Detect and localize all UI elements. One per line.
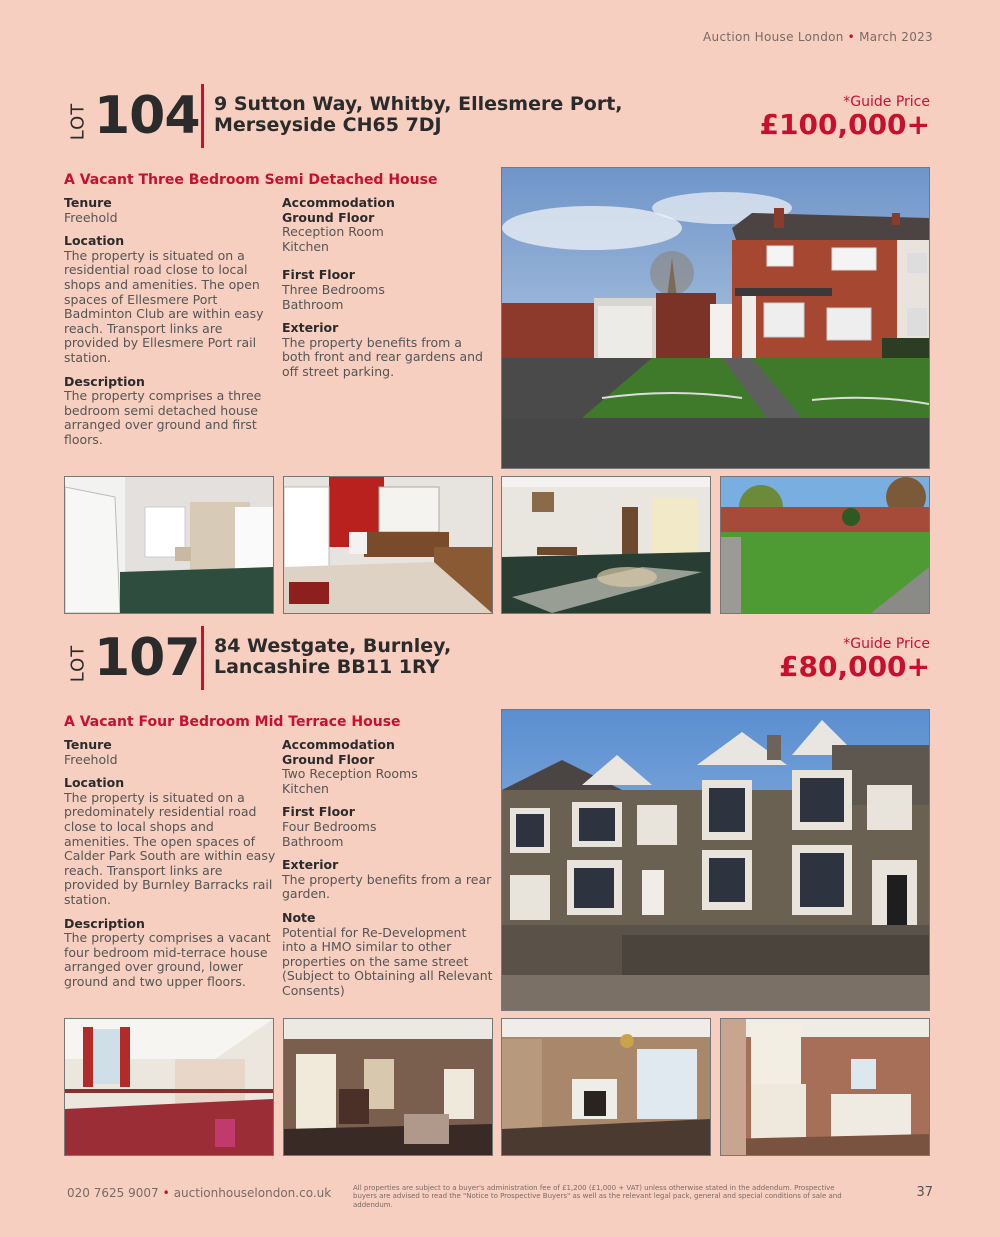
property-photo-strip bbox=[64, 1018, 930, 1156]
ground-floor-item: Kitchen bbox=[282, 780, 329, 796]
description-section bbox=[64, 375, 276, 448]
property-photo-thumbnail[interactable] bbox=[720, 476, 930, 614]
first-floor-heading: First Floor bbox=[282, 267, 355, 283]
lot-address bbox=[214, 94, 623, 136]
tenure-heading: Tenure bbox=[64, 737, 112, 752]
page-number: 37 bbox=[916, 1185, 933, 1200]
location-section bbox=[64, 234, 276, 365]
first-floor-item: Bathroom bbox=[282, 296, 344, 312]
reception-room-photo bbox=[284, 1019, 492, 1155]
lot-header bbox=[64, 628, 930, 698]
masthead-separator: • bbox=[847, 30, 856, 44]
location-heading: Location bbox=[64, 233, 125, 249]
website-link[interactable]: auctionhouselondon.co.uk bbox=[173, 1186, 332, 1200]
tenure-heading: Tenure bbox=[64, 195, 112, 210]
description-text: The property comprises a vacant four bedroom mid-terrace house arranged over ground, lower ground and two upper floors. bbox=[64, 930, 271, 989]
lot-address bbox=[214, 636, 451, 678]
footer-disclaimer: All properties are subject to a buyer's administration fee of £1,200 (£1,000 + VAT) unless otherwise stated in the addendum. Prospective buyers are advised to read the "Notice to Prospective Buyers" as well as the relevant legal pack, general and special conditions of sale and addendum. bbox=[353, 1184, 842, 1209]
location-text: The property is situated on a predominately residential road close to local shops and amenities. The open spaces of Calder Park South are within easy reach. Transport links are provided by Burnley Barracks rail station. bbox=[64, 789, 276, 907]
description-section bbox=[64, 917, 276, 990]
kitchen-photo bbox=[284, 477, 492, 613]
exterior-text: The property benefits from a rear garden. bbox=[282, 871, 492, 902]
accommodation-heading: Accommodation bbox=[282, 737, 395, 752]
ground-floor-heading: Ground Floor bbox=[282, 751, 375, 767]
note-text: Potential for Re-Development into a HMO similar to other properties on the same street (Subject to Obtaining all Relevant Consents) bbox=[282, 924, 493, 998]
guide-price-block bbox=[779, 636, 930, 682]
property-photo-thumbnail[interactable] bbox=[283, 476, 493, 614]
location-section bbox=[64, 776, 276, 907]
description-text: The property comprises a three bedroom semi detached house arranged over ground and first floors. bbox=[64, 388, 262, 447]
first-floor-section bbox=[282, 805, 494, 849]
property-photo-strip bbox=[64, 476, 930, 614]
address-line-2: Merseyside CH65 7DJ bbox=[214, 114, 442, 136]
guide-price-label: *Guide Price bbox=[843, 94, 930, 110]
guide-price: £80,000+ bbox=[779, 650, 930, 683]
bedroom-photo bbox=[65, 1019, 273, 1155]
lot-header bbox=[64, 86, 930, 156]
house-exterior-photo bbox=[502, 168, 929, 468]
ground-floor-section bbox=[282, 753, 494, 797]
first-floor-item: Four Bedrooms bbox=[282, 818, 377, 834]
lot-104 bbox=[64, 86, 930, 447]
exterior-section bbox=[282, 321, 494, 379]
ground-floor-item: Two Reception Rooms bbox=[282, 766, 418, 782]
location-heading: Location bbox=[64, 775, 125, 791]
masthead bbox=[703, 30, 933, 44]
tenure-section bbox=[64, 738, 276, 767]
first-floor-item: Bathroom bbox=[282, 833, 344, 849]
ground-floor-heading: Ground Floor bbox=[282, 209, 375, 225]
tenure-value: Freehold bbox=[64, 751, 118, 767]
ground-floor-item: Reception Room bbox=[282, 224, 384, 240]
lot-divider bbox=[201, 84, 204, 148]
tenure-section bbox=[64, 196, 276, 225]
lot-label: LOT bbox=[67, 644, 89, 682]
property-photo-thumbnail[interactable] bbox=[720, 1018, 930, 1156]
note-section bbox=[282, 911, 494, 999]
guide-price-block bbox=[760, 94, 930, 140]
exterior-section bbox=[282, 858, 494, 902]
tenure-value: Freehold bbox=[64, 209, 118, 225]
guide-price: £100,000+ bbox=[759, 108, 930, 141]
rear-garden-photo bbox=[721, 477, 929, 613]
phone-number[interactable]: 020 7625 9007 bbox=[67, 1186, 159, 1200]
property-photo-thumbnail[interactable] bbox=[64, 476, 274, 614]
address-line-1: 9 Sutton Way, Whitby, Ellesmere Port, bbox=[214, 93, 623, 115]
ground-floor-item: Kitchen bbox=[282, 238, 329, 254]
lounge-photo bbox=[502, 1019, 710, 1155]
first-floor-heading: First Floor bbox=[282, 804, 355, 820]
details-left-column bbox=[64, 196, 276, 457]
property-main-photo[interactable] bbox=[501, 709, 930, 1011]
lot-number: 107 bbox=[94, 628, 200, 688]
lot-divider bbox=[201, 626, 204, 690]
details-left-column bbox=[64, 738, 276, 999]
kitchen-photo bbox=[721, 1019, 929, 1155]
details-accommodation-column bbox=[282, 738, 494, 1008]
address-line-2: Lancashire BB11 1RY bbox=[214, 656, 440, 678]
exterior-text: The property benefits from a both front and rear gardens and off street parking. bbox=[282, 334, 483, 379]
footer-contact bbox=[67, 1186, 331, 1200]
property-photo-thumbnail[interactable] bbox=[283, 1018, 493, 1156]
ground-floor-section bbox=[282, 211, 494, 255]
address-line-1: 84 Westgate, Burnley, bbox=[214, 635, 452, 657]
details-accommodation-column bbox=[282, 196, 494, 389]
terrace-exterior-photo bbox=[502, 710, 929, 1010]
lot-number: 104 bbox=[94, 86, 200, 146]
first-floor-item: Three Bedrooms bbox=[282, 281, 385, 297]
living-room-photo bbox=[502, 477, 710, 613]
property-photo-thumbnail[interactable] bbox=[501, 1018, 711, 1156]
lot-label: LOT bbox=[67, 102, 89, 140]
guide-price-label: *Guide Price bbox=[843, 636, 930, 652]
exterior-heading: Exterior bbox=[282, 857, 339, 873]
note-heading: Note bbox=[282, 909, 316, 925]
property-photo-thumbnail[interactable] bbox=[501, 476, 711, 614]
issue-date: March 2023 bbox=[859, 30, 933, 44]
lot-107 bbox=[64, 628, 930, 998]
location-text: The property is situated on a residential road close to local shops and amenities. The open spaces of Ellesmere Port Badminton Club are within easy reach. Transport links are provided by Ellesmere Port rail station. bbox=[64, 247, 264, 365]
reception-room-photo bbox=[65, 477, 273, 613]
lot-title: A Vacant Four Bedroom Mid Terrace House bbox=[64, 714, 401, 730]
footer-separator: • bbox=[162, 1186, 170, 1200]
description-heading: Description bbox=[64, 915, 145, 931]
first-floor-section bbox=[282, 268, 494, 312]
lot-title: A Vacant Three Bedroom Semi Detached House bbox=[64, 172, 438, 188]
property-photo-thumbnail[interactable] bbox=[64, 1018, 274, 1156]
description-heading: Description bbox=[64, 373, 145, 389]
exterior-heading: Exterior bbox=[282, 320, 339, 336]
accommodation-heading: Accommodation bbox=[282, 195, 395, 210]
publisher-name: Auction House London bbox=[703, 30, 844, 44]
property-main-photo[interactable] bbox=[501, 167, 930, 469]
